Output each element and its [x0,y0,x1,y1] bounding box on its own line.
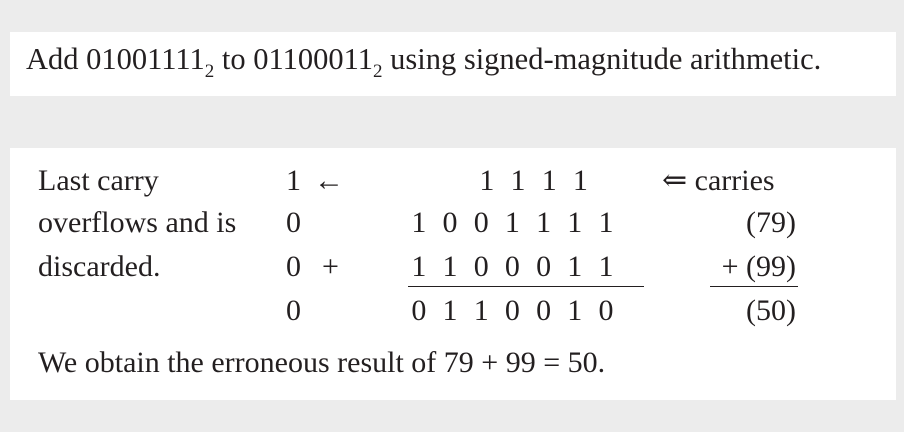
bit: 1 [567,250,583,283]
sum-rule-binary [408,286,644,287]
bit: 1 [411,206,427,239]
carry-digit: 1 [510,164,526,197]
operand-b-row [410,252,615,282]
sign-b-digit: 0 [286,250,301,283]
bit: 0 [598,294,614,327]
bit: 1 [504,206,520,239]
decimal-a: (79) [746,206,796,239]
bit: 0 [504,250,520,283]
bit: 1 [442,250,458,283]
bit: 0 [504,294,520,327]
carries-row [478,166,589,196]
bit: 1 [567,294,583,327]
sum-rule-decimal [710,286,798,287]
carry-out-digit: 1 [286,164,301,197]
result-row [410,296,615,326]
operand-b: 01100011 [253,42,373,76]
decimal-result: (50) [746,294,796,327]
operand-a: 01001111 [86,42,205,76]
carry-digit: 1 [479,164,495,197]
bit: 1 [442,294,458,327]
bit: 1 [473,294,489,327]
carry-digit: 1 [572,164,588,197]
note-last-carry: Last carry [38,164,159,197]
sign-result-digit: 0 [286,294,301,327]
carry-left-arrow: ← [314,164,344,197]
question-middle: to [214,42,254,76]
bit: 0 [473,206,489,239]
worked-example [10,148,896,400]
bit: 0 [536,294,552,327]
carries-label: ⇐ carries [662,164,775,197]
plus-sign: + [322,250,339,283]
bit: 1 [536,206,552,239]
bit: 1 [567,206,583,239]
conclusion-text: We obtain the erroneous result of 79 + 99 = 50. [38,346,606,379]
bit: 1 [598,206,614,239]
bit: 0 [411,294,427,327]
bit: 0 [536,250,552,283]
bit: 1 [598,250,614,283]
question-prefix: Add [26,42,87,76]
bit: 0 [442,206,458,239]
question-box [10,32,896,96]
question-text [26,42,822,82]
bit: 1 [411,250,427,283]
decimal-b: + (99) [721,250,796,283]
operand-a-row [410,208,615,238]
question-suffix: using signed-magnitude arithmetic. [382,42,822,76]
operand-a-base: 2 [204,61,215,82]
note-overflows: overflows and is [38,206,237,239]
sign-a-digit: 0 [286,206,301,239]
carry-digit: 1 [541,164,557,197]
bit: 0 [473,250,489,283]
note-discarded: discarded. [38,250,161,283]
operand-b-base: 2 [373,61,383,82]
